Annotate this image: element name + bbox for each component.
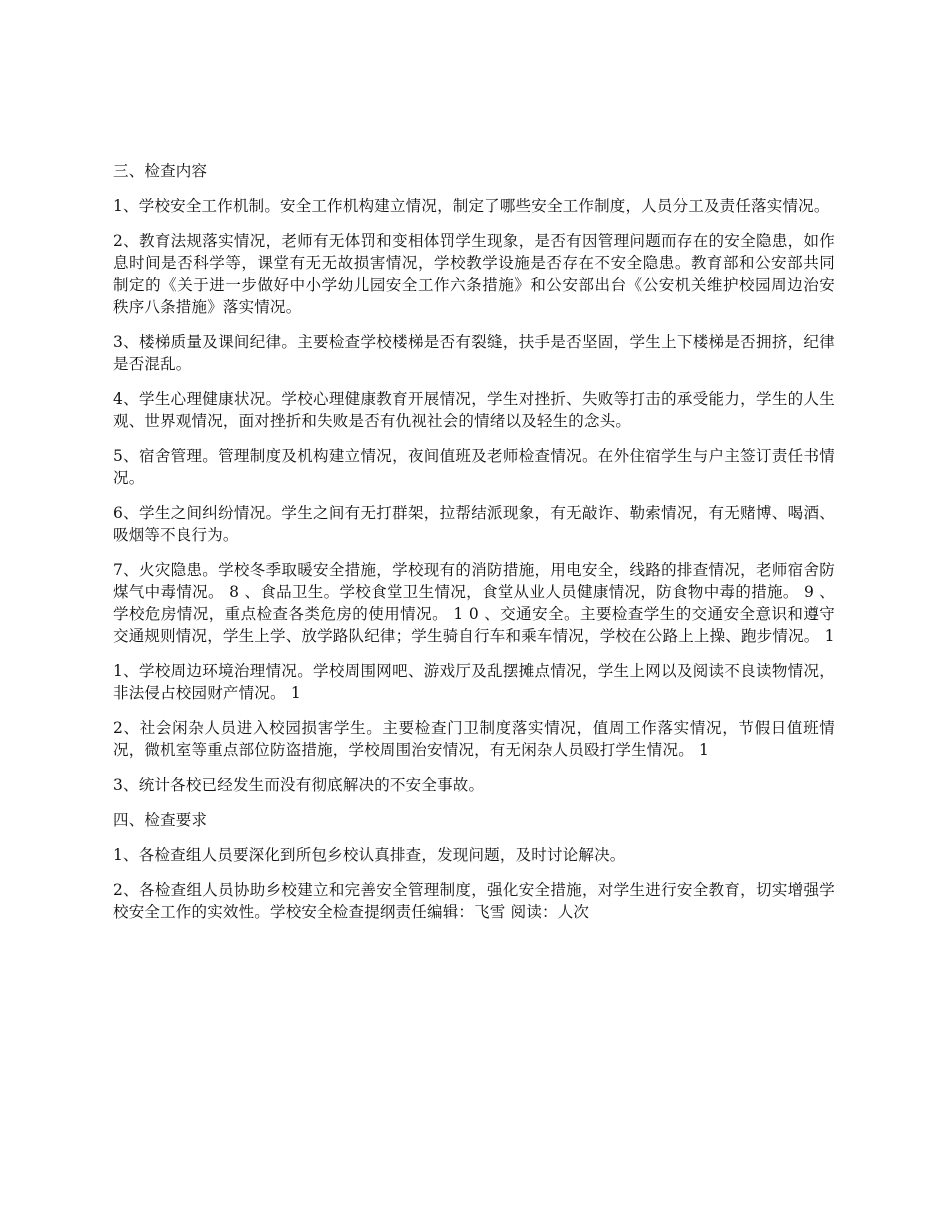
paragraph-item-5: 5、宿舍管理。管理制度及机构建立情况，夜间值班及老师检查情况。在外住宿学生与户主签订责任书情况。 (113, 447, 835, 487)
paragraph-item-1: 1、学校安全工作机制。安全工作机构建立情况，制定了哪些安全工作制度，人员分工及责任落实情况。 (113, 197, 830, 215)
paragraph-item-3: 3、楼梯质量及课间纪律。主要检查学校楼梯是否有裂缝，扶手是否坚固，学生上下楼梯是否拥挤，纪律是否混乱。 (113, 333, 835, 373)
paragraph-item-12: 2、社会闲杂人员进入校园损害学生。主要检查门卫制度落实情况，值周工作落实情况，节假日值班情况，微机室等重点部位防盗措施，学校周围治安情况，有无闲杂人员殴打学生情况。 1 (113, 719, 835, 759)
paragraph-requirement-2: 2、各检查组人员协助乡校建立和完善安全管理制度，强化安全措施，对学生进行安全教育，切实增强学校安全工作的实效性。学校安全检查提纲责任编辑：飞雪 阅读：人次 (113, 881, 835, 921)
paragraph-item-7: 7、火灾隐患。学校冬季取暖安全措施，学校现有的消防措施，用电安全，线路的排查情况，老师宿舍防煤气中毒情况。 8 、食品卫生。学校食堂卫生情况，食堂从业人员健康情况，防食物中毒的措施。 9 、学校危房情况，重点检查各类危房的使用情况。 1 0 、交通安全。主要检查学生的交通安全意识和遵守交通规则情况，学生上学、放学路队纪律；学生骑自行车和乘车情况，学校在公路上上操、跑步情况。 1 (113, 561, 835, 645)
document-body (113, 160, 835, 936)
paragraph-item-4: 4、学生心理健康状况。学校心理健康教育开展情况，学生对挫折、失败等打击的承受能力，学生的人生观、世界观情况，面对挫折和失败是否有仇视社会的情绪以及轻生的念头。 (113, 390, 835, 430)
paragraph-item-6: 6、学生之间纠纷情况。学生之间有无打群架，拉帮结派现象，有无敲诈、勒索情况，有无赌博、喝酒、吸烟等不良行为。 (113, 504, 835, 544)
section-heading-inspection-content: 三、检查内容 (113, 162, 208, 180)
paragraph-item-2: 2、教育法规落实情况，老师有无体罚和变相体罚学生现象，是否有因管理问题而存在的安全隐患，如作息时间是否科学等，课堂有无无故损害情况，学校教学设施是否存在不安全隐患。教育部和公安部共同制定的《关于进一步做好中小学幼儿园安全工作六条措施》和公安部出台《公安机关维护校园周边治安秩序八条措施》落实情况。 (113, 232, 835, 316)
paragraph-item-11: 1、学校周边环境治理情况。学校周围网吧、游戏厅及乱摆摊点情况，学生上网以及阅读不良读物情况，非法侵占校园财产情况。 1 (113, 662, 835, 702)
section-heading-inspection-requirements: 四、检查要求 (113, 811, 208, 829)
paragraph-item-13: 3、统计各校已经发生而没有彻底解决的不安全事故。 (113, 776, 485, 794)
paragraph-requirement-1: 1、各检查组人员要深化到所包乡校认真排查，发现问题，及时讨论解决。 (113, 846, 626, 864)
